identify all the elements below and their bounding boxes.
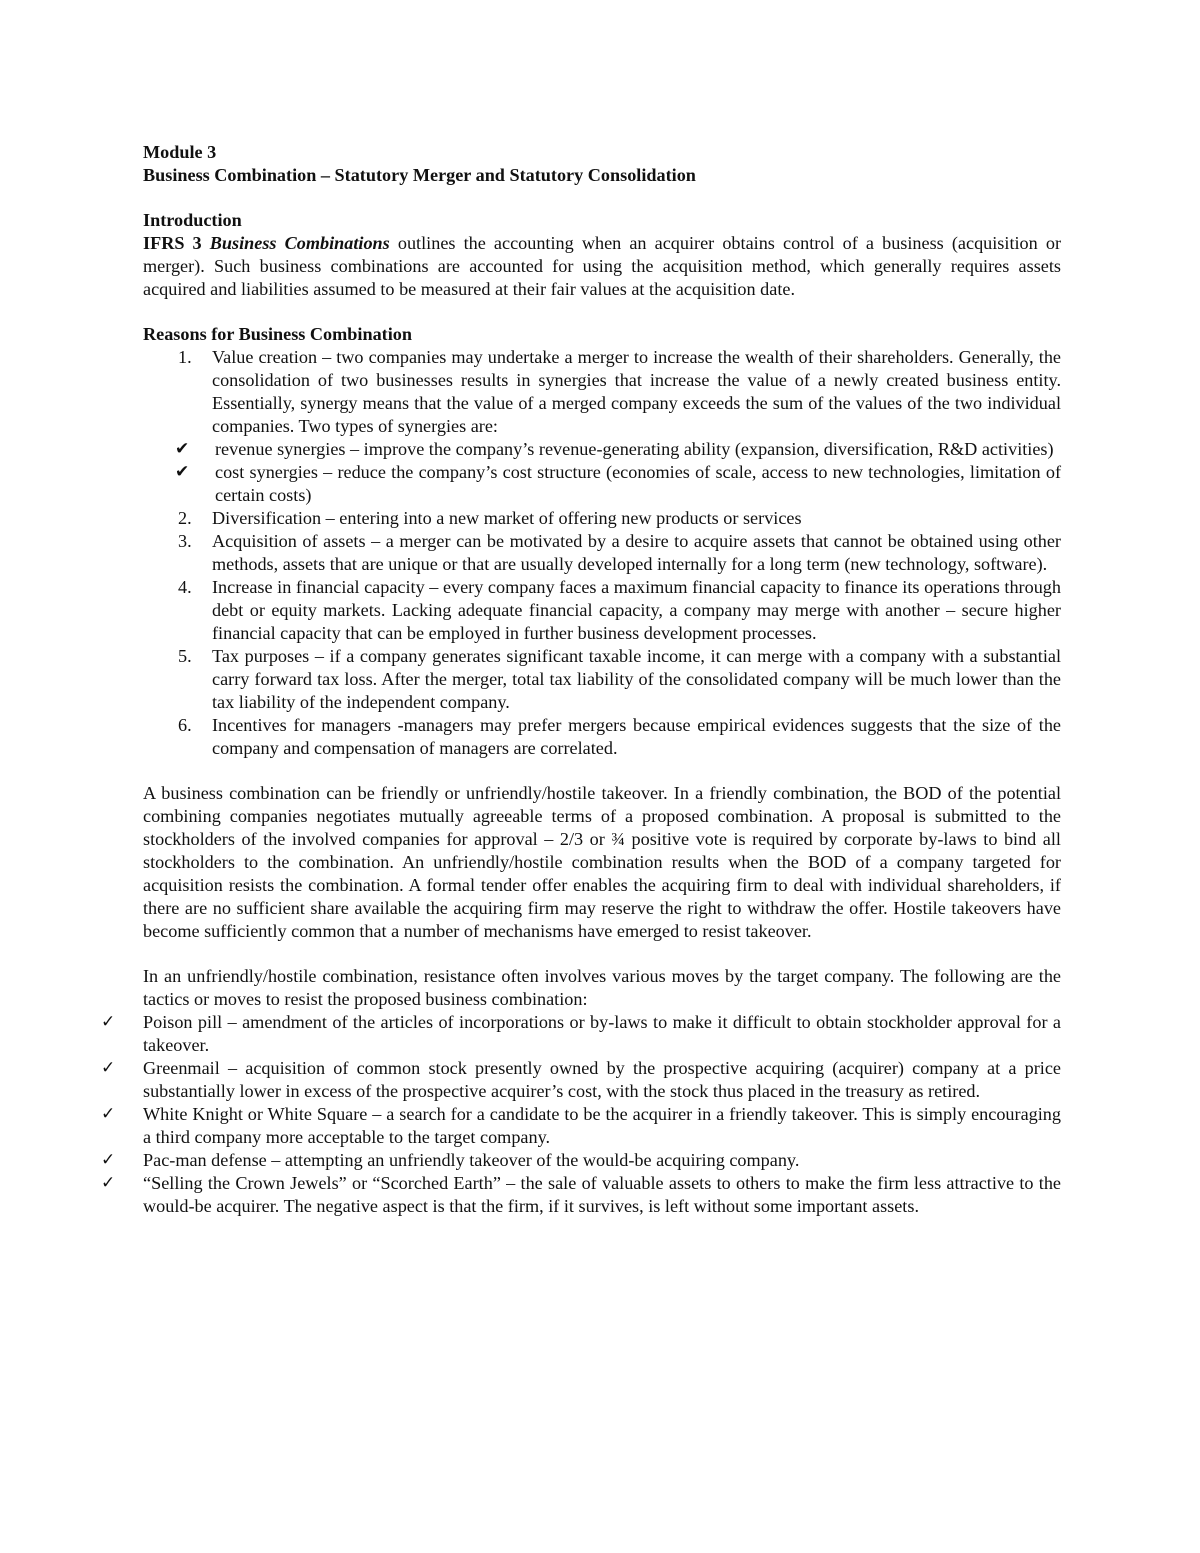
checkmark-icon: ✓: [101, 1150, 116, 1170]
list-item: [143, 438, 1061, 461]
checkmark-icon: ✔: [175, 462, 190, 482]
intro-lead: IFRS 3: [143, 233, 210, 253]
list-text: Increase in financial capacity – every company faces a maximum financial capacity to finance its operations through debt or equity markets. Lacking adequate financial capacity, a company may merge with another – secure higher financial capacity that can be employed in further business development processes.: [212, 577, 1061, 643]
list-item: [101, 1172, 1061, 1218]
checkmark-icon: ✓: [101, 1173, 116, 1193]
checkmark-icon: ✔: [175, 439, 190, 459]
list-item: [143, 576, 1061, 645]
list-text: Poison pill – amendment of the articles of incorporations or by-laws to make it difficult to obtain stockholder approval for a takeover.: [143, 1012, 1061, 1055]
list-text: revenue synergies – improve the company’s revenue-generating ability (expansion, diversification, R&D activities): [215, 439, 1054, 459]
synergy-list: [143, 438, 1061, 507]
list-text: Value creation – two companies may undertake a merger to increase the wealth of their shareholders. Generally, the consolidation of two businesses results in synergies that increase the value of a newly created business entity. Essentially, synergy means that the value of a merged company exceeds the sum of the values of the two individual companies. Two types of synergies are:: [212, 347, 1061, 436]
checkmark-icon: ✓: [101, 1104, 116, 1124]
list-item: [101, 1057, 1061, 1103]
intro-rest: outlines the accounting when an acquirer obtains control of a business (acquisition or merger). Such business combinations are accounted for using the acquisition method, which generally requires assets acquired and liabilities assumed to be measured at their fair values at the acquisition date.: [143, 233, 1062, 299]
list-text: White Knight or White Square – a search for a candidate to be the acquirer in a friendly takeover. This is simply encouraging a third company more acceptable to the target company.: [143, 1104, 1061, 1147]
list-text: Acquisition of assets – a merger can be motivated by a desire to acquire assets that cannot be obtained using other methods, assets that are unique or that are usually developed internally for a long term (new technology, software).: [212, 531, 1061, 574]
tactics-list: [101, 1011, 1061, 1218]
list-text: Pac-man defense – attempting an unfriendly takeover of the would-be acquiring company.: [143, 1150, 800, 1170]
intro-italic: Business Combinations: [209, 233, 390, 253]
list-text: cost synergies – reduce the company’s cost structure (economies of scale, access to new technologies, limitation of certain costs): [215, 462, 1061, 505]
reasons-heading: Reasons for Business Combination: [143, 324, 412, 344]
list-number: 5.: [178, 646, 192, 666]
list-text: Greenmail – acquisition of common stock presently owned by the prospective acquiring (acquirer) company at a price substantially lower in excess of the prospective acquirer’s cost, with the stock thus placed in the treasury as retired.: [143, 1058, 1061, 1101]
list-item: [143, 714, 1061, 760]
list-number: 1.: [178, 347, 192, 367]
list-number: 2.: [178, 508, 192, 528]
document-title: Business Combination – Statutory Merger and Statutory Consolidation: [143, 165, 696, 185]
module-label: Module 3: [143, 142, 217, 162]
list-item: [143, 645, 1061, 714]
tactics-intro: In an unfriendly/hostile combination, resistance often involves various moves by the target company. The following are the tactics or moves to resist the proposed business combination:: [143, 966, 1061, 1009]
list-item: [143, 507, 1061, 530]
list-item: [101, 1149, 1061, 1172]
list-item: [143, 461, 1061, 507]
list-number: 4.: [178, 577, 192, 597]
list-text: Incentives for managers -managers may prefer mergers because empirical evidences suggests that the size of the company and compensation of managers are correlated.: [212, 715, 1061, 758]
list-number: 6.: [178, 715, 192, 735]
checkmark-icon: ✓: [101, 1012, 116, 1032]
list-item: [143, 346, 1061, 438]
list-item: [101, 1103, 1061, 1149]
reasons-list-continued: [143, 507, 1061, 760]
document-page: [101, 141, 1062, 1218]
intro-paragraph: [143, 232, 1061, 301]
intro-heading: Introduction: [143, 210, 242, 230]
reasons-list: [143, 346, 1061, 438]
list-number: 3.: [178, 531, 192, 551]
takeover-paragraph: A business combination can be friendly or unfriendly/hostile takeover. In a friendly combination, the BOD of the potential combining companies negotiates mutually agreeable terms of a proposed combination. A proposal is submitted to the stockholders of the involved companies for approval – 2/3 or ¾ positive vote is required by corporate by-laws to bind all stockholders to the combination. An unfriendly/hostile combination results when the BOD of a company targeted for acquisition resists the combination. A formal tender offer enables the acquiring firm to deal with individual shareholders, if there are no sufficient share available the acquiring firm may reserve the right to withdraw the offer. Hostile takeovers have become sufficiently common that a number of mechanisms have emerged to resist takeover.: [143, 783, 1061, 941]
list-text: “Selling the Crown Jewels” or “Scorched Earth” – the sale of valuable assets to others to make the firm less attractive to the would-be acquirer. The negative aspect is that the firm, if it survives, is left without some important assets.: [143, 1173, 1061, 1216]
list-item: [101, 1011, 1061, 1057]
checkmark-icon: ✓: [101, 1058, 116, 1078]
list-text: Diversification – entering into a new market of offering new products or services: [212, 508, 802, 528]
list-item: [143, 530, 1061, 576]
list-text: Tax purposes – if a company generates significant taxable income, it can merge with a company with a substantial carry forward tax loss. After the merger, total tax liability of the consolidated company will be much lower than the tax liability of the independent company.: [212, 646, 1061, 712]
